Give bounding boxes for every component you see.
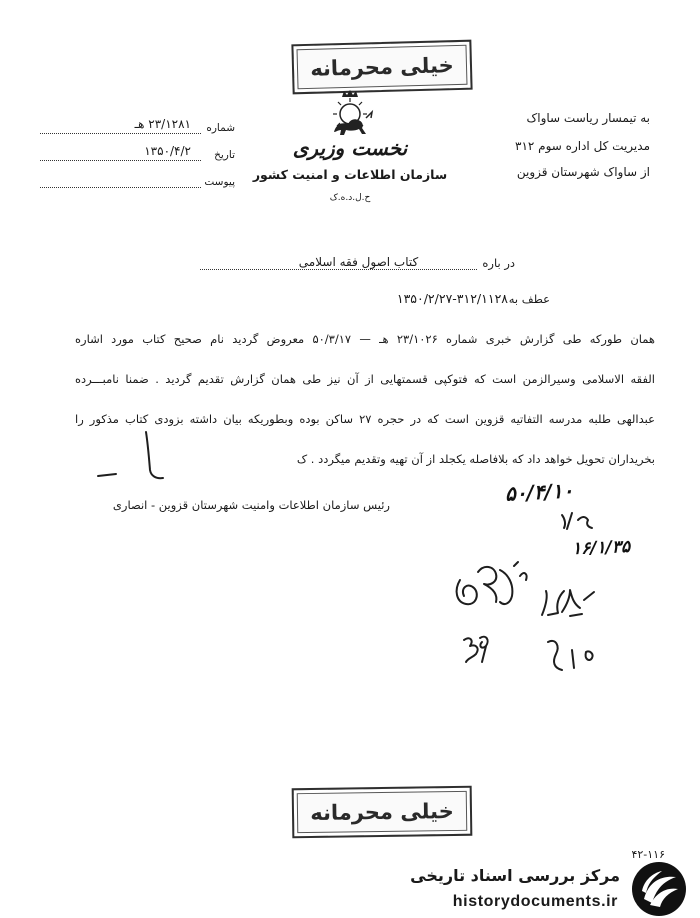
bottom-classification-stamp: خیلی محرمانه — [292, 786, 473, 839]
body-line-4: بخریداران تحویل خواهد داد که بلافاصله یکجلد از آن تهیه وتقدیم میگردد . ک — [296, 452, 655, 466]
department-line: مدیریت کل اداره سوم ۳۱۲ — [515, 139, 650, 153]
top-classification-stamp: خیلی محرمانه — [291, 40, 472, 95]
subject-value: کتاب اصول فقه اسلامی — [200, 255, 477, 270]
handwritten-second-note: ۱۶/۱/۳۵ — [571, 536, 631, 560]
org-name-savak: سازمان اطلاعات و امنیت کشور — [252, 167, 448, 182]
reference-label: عطف به — [508, 292, 550, 306]
date-value: ۱۳۵۰/۴/۲ — [40, 144, 201, 161]
org-name-primeministry: نخست وزیری — [292, 136, 408, 160]
lion-and-sun-emblem-icon — [322, 88, 378, 138]
number-value: ۲۳/۱۲۸۱ هـ — [40, 117, 201, 134]
number-row — [40, 116, 235, 134]
page-code: ۴۲-۱۱۶ — [631, 848, 665, 861]
attachment-label: پیوست — [204, 176, 235, 188]
body-line-1: همان طورکه طی گزارش خبری شماره ۲۳/۱۰۲۶ هـ — ۵۰/۳/۱۷ معروض گردید نام صحیح کتاب مورد اشاره — [75, 332, 655, 346]
signature-line: رئیس سازمان اطلاعات وامنیت شهرستان قزوین - انصاری — [112, 498, 390, 512]
handwritten-date-note: ۵۰/۴/۱۰ — [504, 478, 574, 506]
attachment-value — [40, 171, 201, 188]
number-label: شماره — [206, 122, 235, 134]
attachment-row — [40, 170, 235, 188]
sender-line: از ساواک شهرستان قزوین — [516, 165, 650, 179]
archive-logo-icon — [630, 861, 688, 917]
archive-name: مرکز بررسی اسناد تاریخی — [410, 866, 620, 885]
subject-row — [200, 252, 515, 270]
date-row — [40, 143, 235, 161]
recipient-line: به تیمسار ریاست ساواک — [526, 111, 650, 125]
body-line-2: الفقه الاسلامی وسیرالزمن است که فتوکپی قسمتهایی از آن نیز طی همان گزارش تقدیم گردید . ضمنا نامبـــرده — [75, 372, 655, 386]
subject-label: در باره — [482, 256, 515, 270]
reference-row — [330, 288, 550, 306]
reference-value: ۱۳۵۰/۲/۲۷-۳۱۲/۱۱۲۸ — [396, 291, 508, 306]
org-code: ح.ل.د.ه.ک — [329, 193, 371, 203]
archive-url: historydocuments.ir — [452, 893, 618, 910]
body-line-3: عبدالهی طلبه مدرسه التفاتیه قزوین است که در حجره ۲۷ ساکن بوده وبطوریکه بیان داشته بزودی کتاب مذکور را — [75, 412, 655, 426]
date-label: تاریخ — [214, 149, 235, 161]
